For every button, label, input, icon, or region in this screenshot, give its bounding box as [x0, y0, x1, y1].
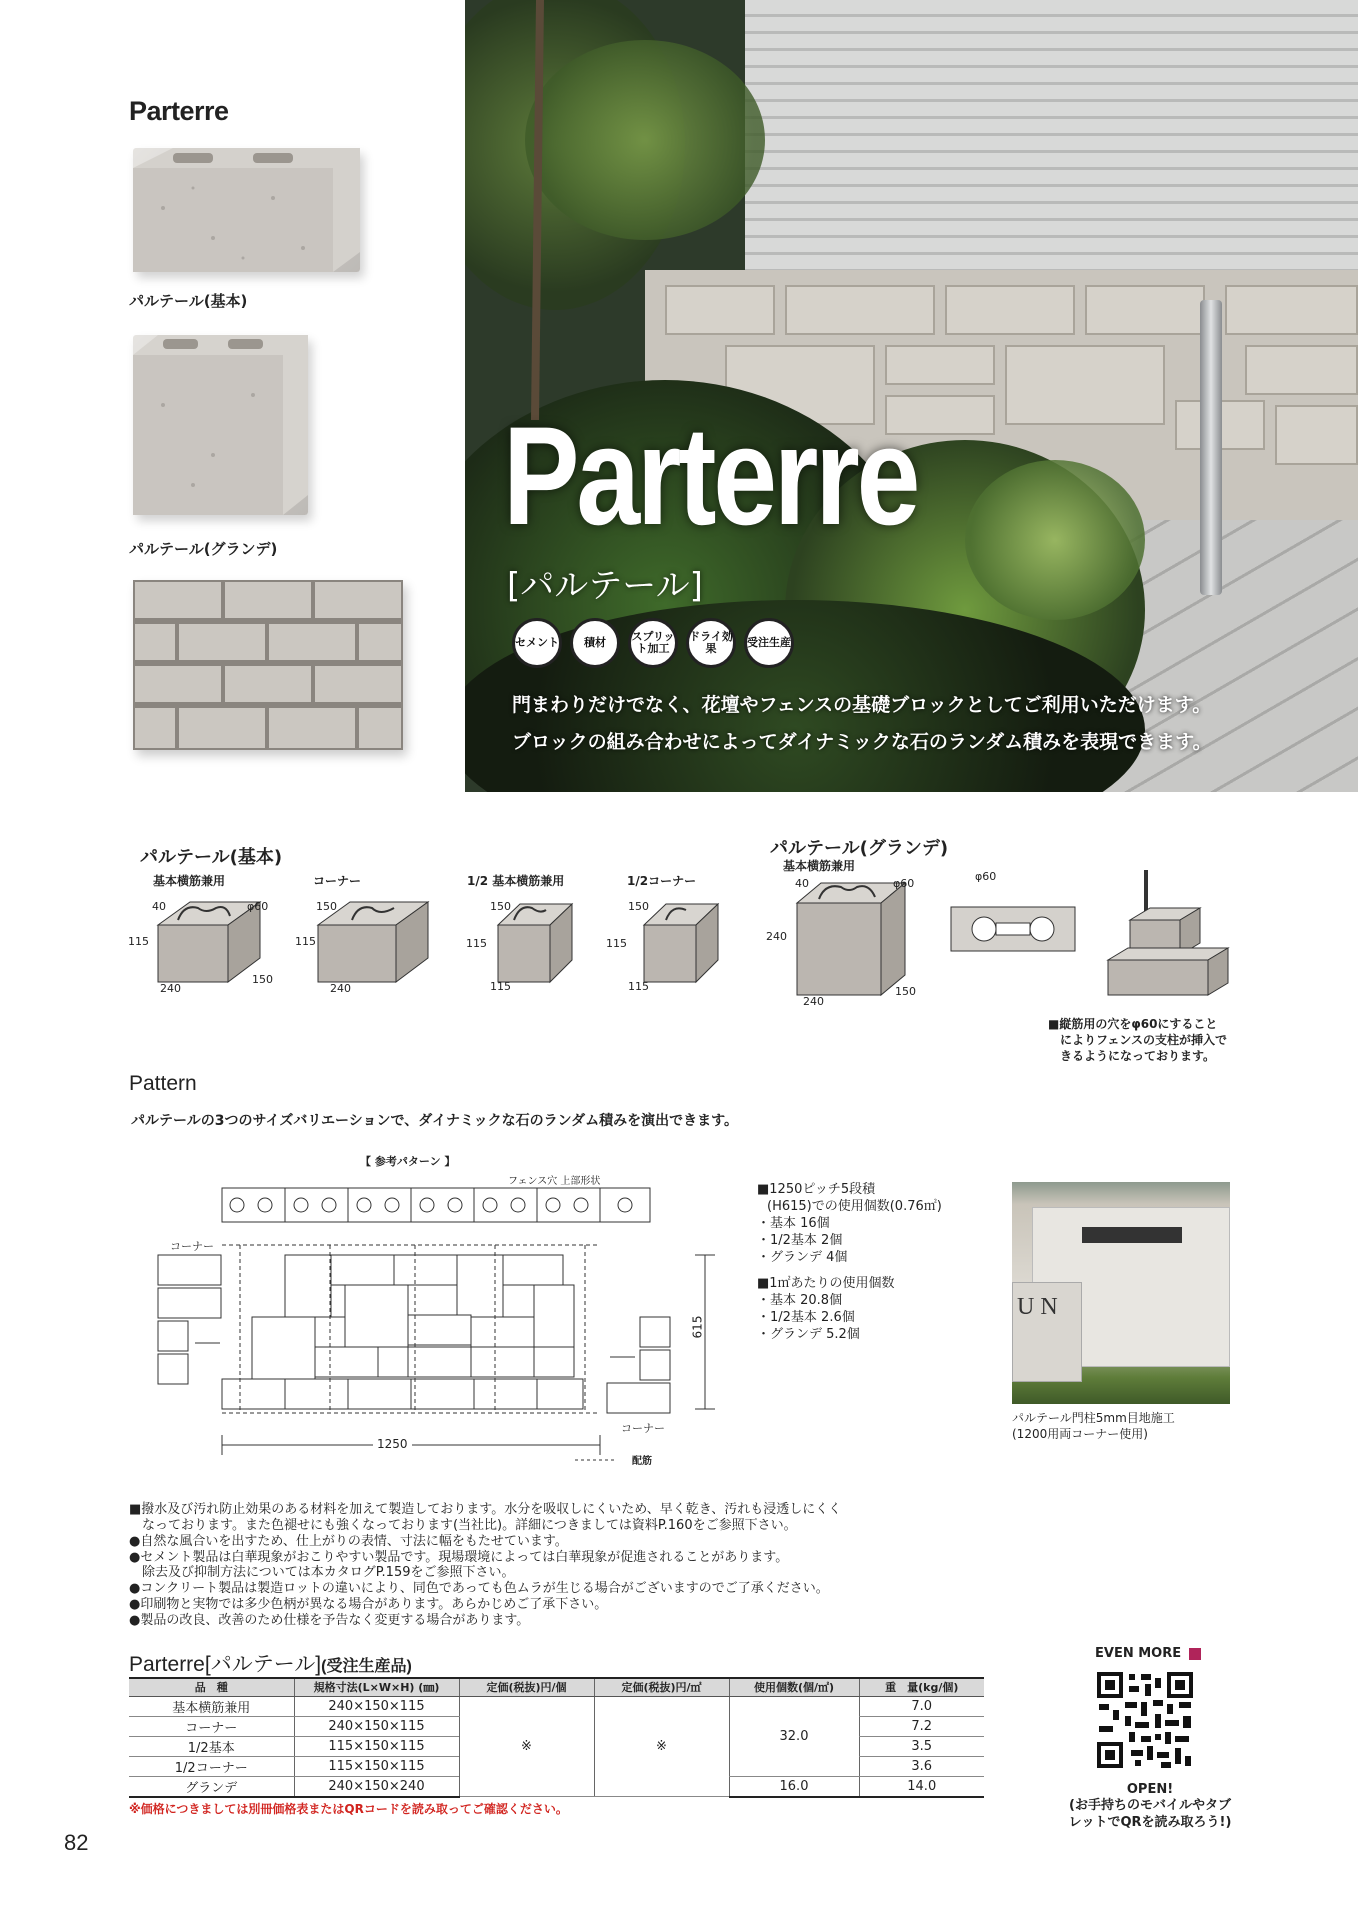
drawing-note-line3: きるようになっております。 [1060, 1049, 1216, 1064]
cell-size: 115×150×115 [294, 1736, 459, 1756]
qr-title-text: EVEN MORE [1095, 1646, 1182, 1661]
cell-name: 1/2基本 [129, 1736, 294, 1756]
dim-half-150: 150 [490, 900, 511, 913]
dim-grande-240a: 240 [766, 930, 787, 943]
cell-weight: 3.6 [859, 1756, 984, 1776]
cell-size: 115×150×115 [294, 1756, 459, 1776]
drawing-stack-rod [1100, 870, 1230, 1010]
pattern-rebar-label: 配筋 [632, 1456, 652, 1467]
stats1-line3: ・基本 16個 [757, 1215, 830, 1231]
pattern-description: パルテールの3つのサイズバリエーションで、ダイナミックな石のランダム積みを演出できます。 [131, 1113, 738, 1129]
qr-line1: (お手持ちのモバイルやタブ [1069, 1798, 1231, 1814]
drawing-top-view [948, 895, 1078, 965]
brand-title: Parterre [129, 96, 229, 126]
product-image-basic [133, 148, 360, 272]
pattern-width-label: 1250 [373, 1437, 412, 1451]
drawing-label-half-corner: 1/2コーナー [627, 874, 697, 888]
cell-size: 240×150×115 [294, 1696, 459, 1716]
dim-corner-150a: 150 [316, 900, 337, 913]
drawing-note [1048, 1016, 1227, 1065]
header-cell: 使用個数(個/㎡) [729, 1678, 859, 1696]
qr-title [1095, 1646, 1201, 1661]
pattern-fence-label: フェンス穴 上部形状 [508, 1176, 601, 1187]
stats2-line2: ・基本 20.8個 [757, 1292, 843, 1308]
badge-cement: セメント [512, 618, 562, 668]
drawing-note-line1: ■縦筋用の穴をφ60にすること [1048, 1017, 1218, 1031]
dim-basic-150: 150 [252, 973, 273, 986]
dim-half-115b: 115 [490, 980, 511, 993]
hero-light-pole [1200, 300, 1222, 595]
cell-weight: 7.0 [859, 1696, 984, 1716]
stats1-line4: ・1/2基本 2個 [757, 1232, 843, 1248]
dim-halfc-115a: 115 [606, 937, 627, 950]
dim-half-115a: 115 [466, 937, 487, 950]
hero-text-line1: 門まわりだけでなく、花壇やフェンスの基礎ブロックとしてご利用いただけます。 [512, 694, 1212, 716]
spec-table [129, 1677, 984, 1798]
header-cell: 重 量(kg/個) [859, 1678, 984, 1696]
cell-weight: 3.5 [859, 1736, 984, 1756]
drawing-basic-title: パルテール(基本) [140, 847, 283, 868]
cell-price-sqm: ※ [594, 1696, 729, 1797]
table-title-brand: Parterre [129, 1653, 205, 1676]
header-cell: 定価(税抜)円/㎡ [594, 1678, 729, 1696]
photo-caption-line2: (1200用両コーナー使用) [1012, 1426, 1148, 1441]
note-line: ●自然な風合いを出すため、仕上がりの表情、寸法に幅をもたせています。 [129, 1533, 568, 1549]
qr-line2: レットでQRを読み取ろう!) [1068, 1814, 1232, 1830]
dim-basic-115: 115 [128, 935, 149, 948]
dim-basic-40: 40 [152, 900, 166, 913]
cell-name: 1/2コーナー [129, 1756, 294, 1776]
pattern-title: Pattern [129, 1072, 197, 1095]
qr-code[interactable] [1095, 1670, 1195, 1770]
dim-grande-60: φ60 [893, 877, 915, 890]
dim-top-60: φ60 [975, 870, 997, 883]
notes-block [129, 1502, 841, 1629]
stats1-line5: ・グランデ 4個 [757, 1249, 848, 1265]
drawing-label-corner: コーナー [313, 874, 362, 888]
page-number: 82 [64, 1830, 89, 1855]
hero-shutter [745, 0, 1358, 270]
stats2-line4: ・グランデ 5.2個 [757, 1326, 860, 1342]
hero-text-line2: ブロックの組み合わせによってダイナミックな石のランダム積みを表現できます。 [512, 731, 1212, 753]
stats1-line2: (H615)での使用個数(0.76㎡) [767, 1198, 942, 1214]
qr-text [1060, 1782, 1240, 1831]
basic-block-illustration [133, 148, 360, 272]
grande-block-illustration [133, 335, 308, 515]
dim-grande-150: 150 [895, 985, 916, 998]
drawing-grande-title: パルテール(グランデ) [770, 838, 949, 859]
badge-dry: ドライ効果 [686, 618, 736, 668]
stats1-line1: ■1250ピッチ5段積 [757, 1182, 876, 1197]
dim-corner-115: 115 [295, 935, 316, 948]
drawing-label-half-basic: 1/2 基本横筋兼用 [467, 874, 565, 888]
pattern-ref-label: 【 参考パターン 】 [360, 1155, 456, 1168]
badge-split: スプリット加工 [628, 618, 678, 668]
badge-order: 受注生産 [744, 618, 794, 668]
table-row [129, 1696, 984, 1716]
pattern-stats-2 [757, 1276, 895, 1344]
note-line: 除去及び抑制方法については本カタログP.159をご参照下さい。 [129, 1565, 515, 1581]
wall-brick-pattern [133, 580, 403, 750]
pattern-corner-label-left: コーナー [170, 1240, 214, 1253]
table-title-jp: [パルテール] [204, 1653, 322, 1676]
table-title [129, 1648, 412, 1678]
cell-weight: 7.2 [859, 1716, 984, 1736]
dim-basic-240: 240 [160, 982, 181, 995]
product-image-grande [133, 335, 308, 515]
dim-corner-240: 240 [330, 982, 351, 995]
table-title-note: (受注生産品) [321, 1658, 412, 1675]
note-line: なっております。また色褪せにも強くなっております(当社比)。詳細につきましては資料P.160をご参照下さい。 [129, 1517, 797, 1533]
cell-usage-a: 32.0 [729, 1696, 859, 1776]
cell-size: 240×150×115 [294, 1716, 459, 1736]
hero-subtitle: [パルテール] [507, 566, 703, 606]
stats2-line1: ■1㎡あたりの使用個数 [757, 1276, 895, 1291]
pattern-stats-1 [757, 1182, 942, 1266]
cell-name: コーナー [129, 1716, 294, 1736]
dim-halfc-150: 150 [628, 900, 649, 913]
product-label-grande: パルテール(グランデ) [129, 540, 278, 558]
photo-caption-line1: パルテール門柱5mm目地施工 [1012, 1411, 1175, 1425]
table-header-row [129, 1678, 984, 1696]
cell-price-each: ※ [459, 1696, 594, 1797]
drawing-label-basic: 基本横筋兼用 [153, 874, 226, 888]
note-line: ●コンクリート製品は製造ロットの違いにより、同色であっても色ムラが生じる場合がございますのでご了承ください。 [129, 1581, 829, 1597]
cell-name: 基本横筋兼用 [129, 1696, 294, 1716]
cell-weight: 14.0 [859, 1776, 984, 1797]
cell-usage-b: 16.0 [729, 1776, 859, 1797]
photo-letters: U N [1017, 1294, 1058, 1320]
stats2-line3: ・1/2基本 2.6個 [757, 1309, 855, 1325]
product-label-basic: パルテール(基本) [129, 292, 248, 310]
note-line: ●印刷物と実物では多少色柄が異なる場合があります。あらかじめご了承下さい。 [129, 1597, 608, 1613]
qr-plus-icon [1189, 1648, 1201, 1660]
photo-caption [1012, 1411, 1175, 1442]
drawing-label-grande: 基本横筋兼用 [783, 859, 856, 873]
qr-open: OPEN! [1126, 1782, 1174, 1797]
drawing-note-line2: によりフェンスの支柱が挿入で [1060, 1033, 1228, 1048]
dim-grande-240b: 240 [803, 995, 824, 1008]
header-cell: 品 種 [129, 1678, 294, 1696]
price-note: ※価格につきましては別冊価格表またはQRコードを読み取ってご確認ください。 [129, 1802, 568, 1816]
dim-basic-60: φ60 [247, 900, 269, 913]
badge-material: 積材 [570, 618, 620, 668]
header-cell: 規格寸法(L×W×H) (㎜) [294, 1678, 459, 1696]
note-line: ●セメント製品は白華現象がおこりやすい製品です。現場環境によっては白華現象が促進されることがあります。 [129, 1549, 789, 1565]
note-line: ●製品の改良、改善のため仕様を予告なく変更する場合があります。 [129, 1613, 530, 1629]
dim-halfc-115b: 115 [628, 980, 649, 993]
note-line: ■撥水及び汚れ防止効果のある材料を加えて製造しております。水分を吸収しにくいため、早く乾き、汚れも浸透しにくく [129, 1502, 842, 1517]
pattern-corner-label-right: コーナー [621, 1422, 665, 1435]
pattern-example-photo [1012, 1182, 1230, 1404]
cell-name: グランデ [129, 1776, 294, 1797]
wall-texture-sample [133, 580, 403, 750]
dim-grande-40: 40 [795, 877, 809, 890]
feature-badges [512, 618, 794, 668]
header-cell: 定価(税抜)円/個 [459, 1678, 594, 1696]
cell-size: 240×150×240 [294, 1776, 459, 1797]
hero-title: Parterre [503, 397, 918, 554]
pattern-height-label: 615 [690, 1315, 705, 1339]
hero-tree-trunk [525, 0, 555, 420]
